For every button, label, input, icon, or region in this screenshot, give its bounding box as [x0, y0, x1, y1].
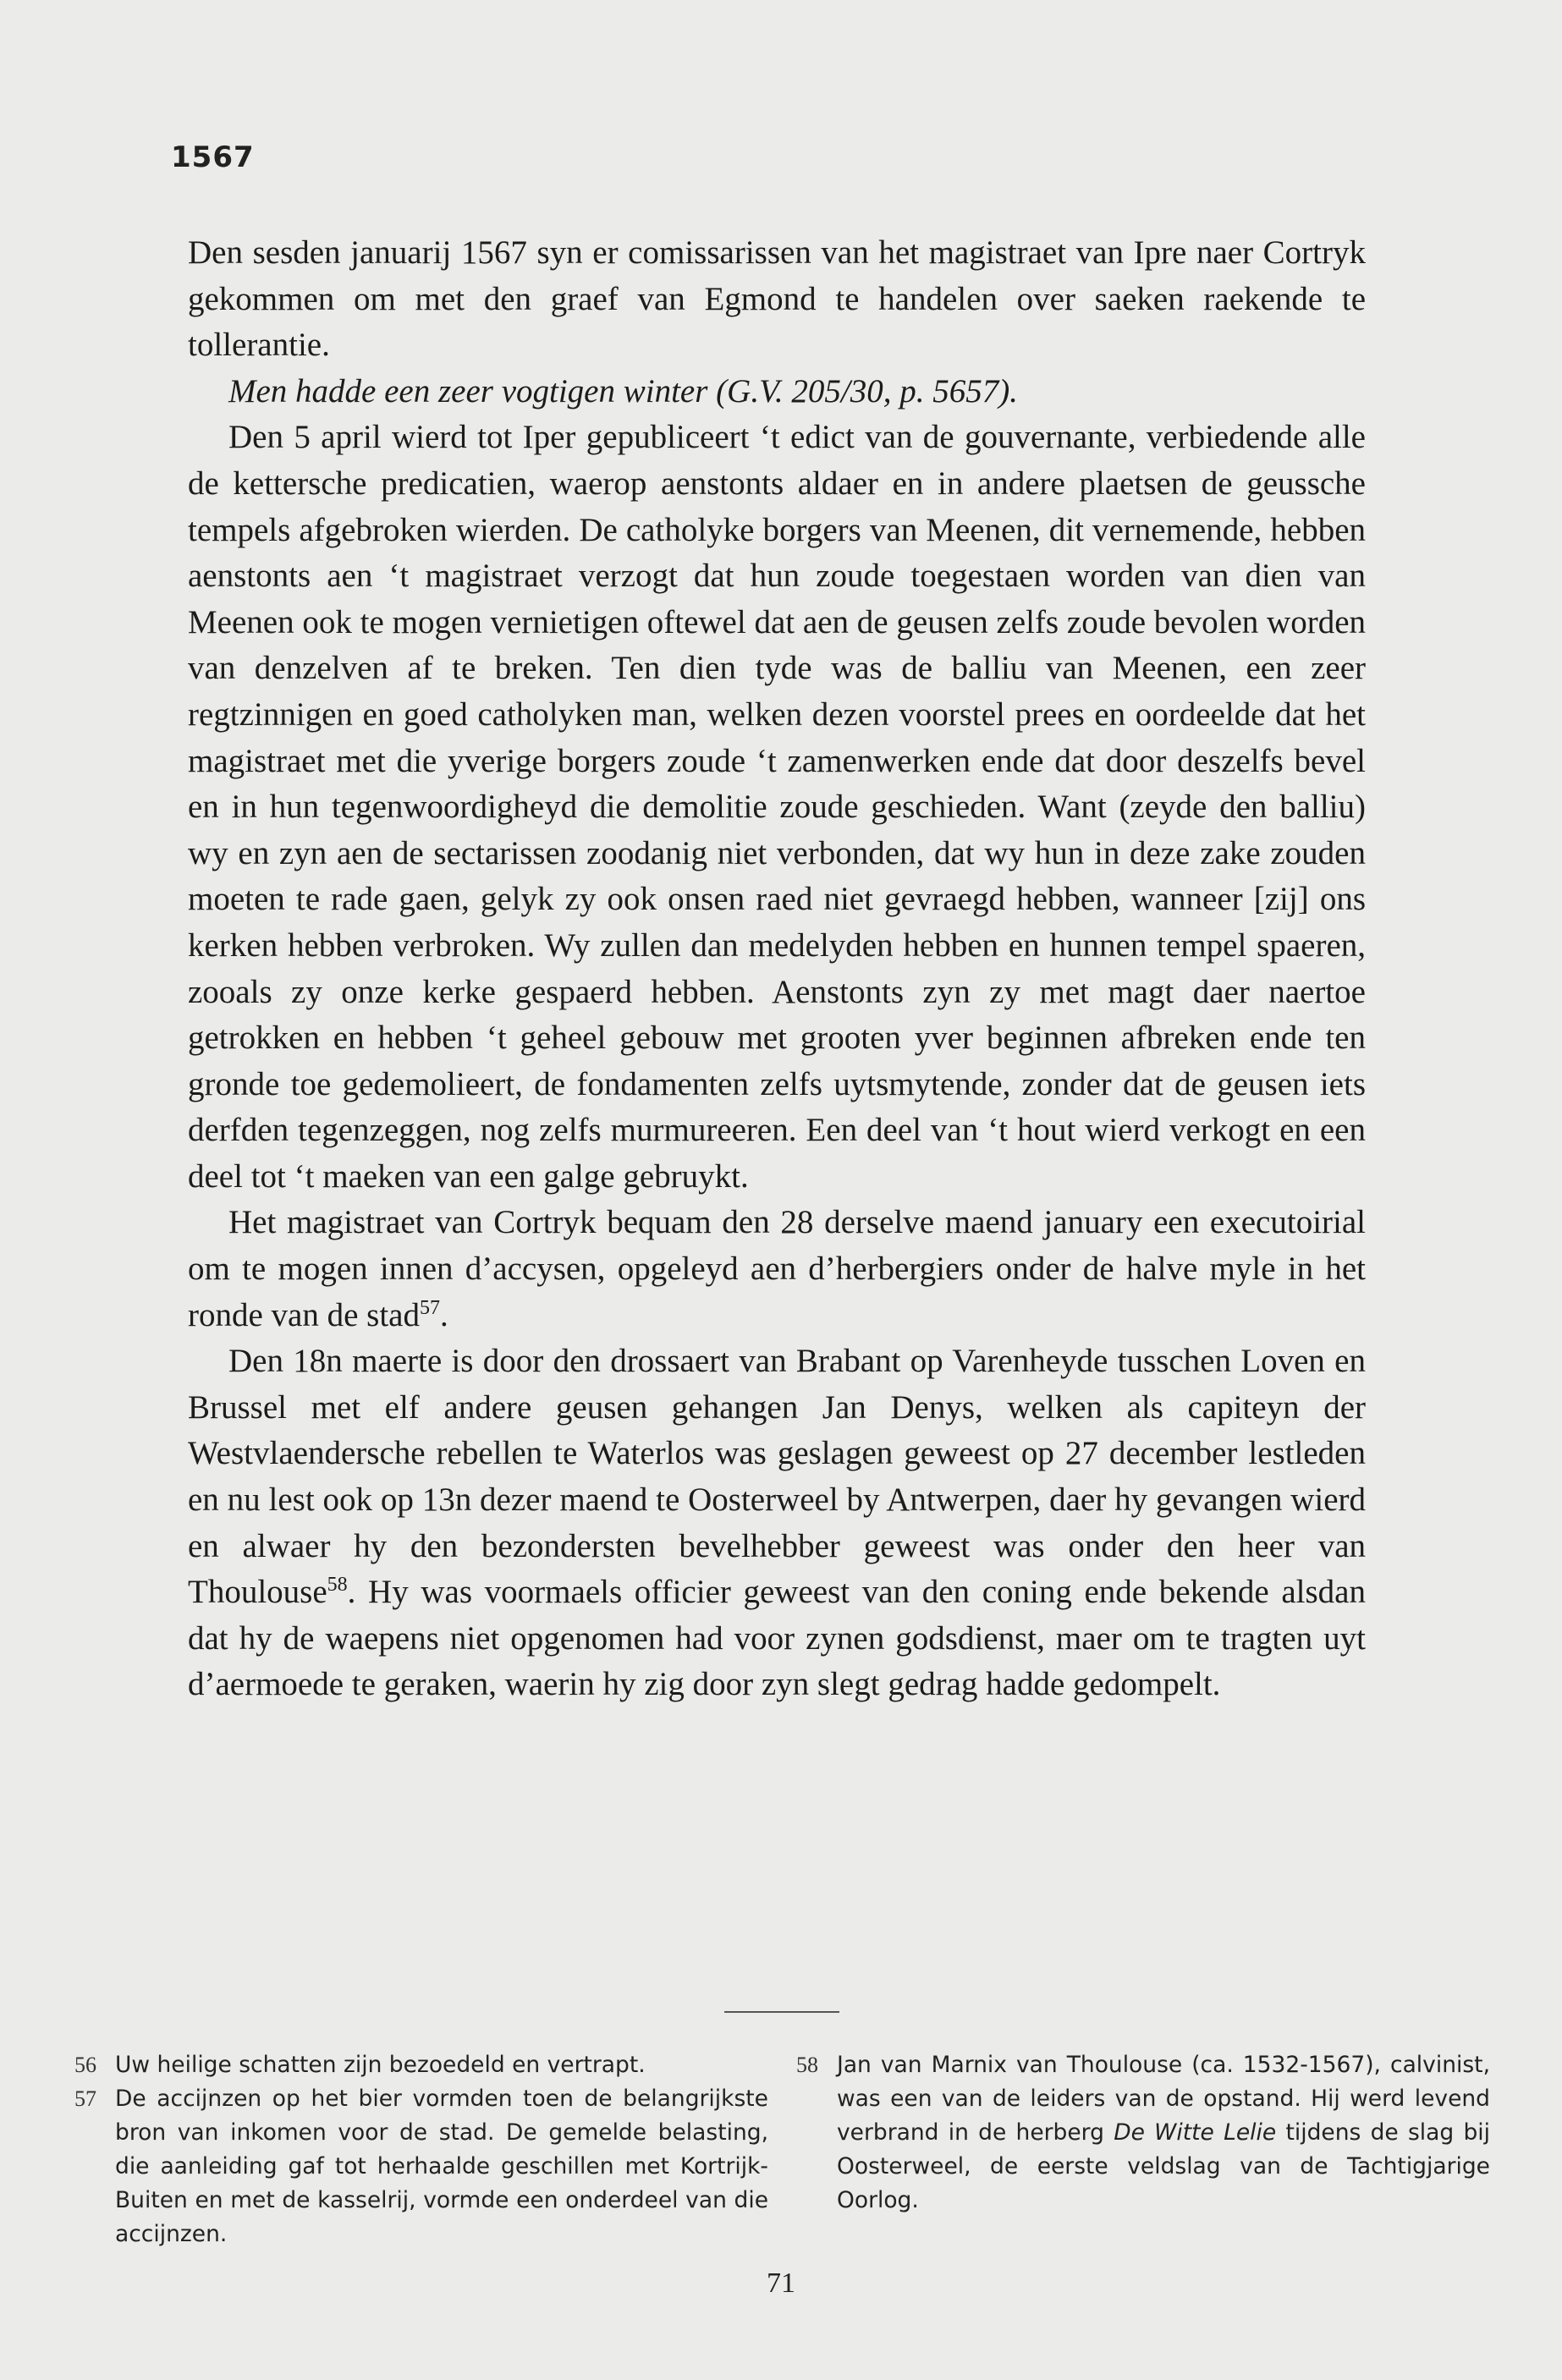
footnote-reference[interactable]: 57: [420, 1296, 440, 1319]
footnotes-right-column: [796, 2048, 1490, 2218]
paragraph: [188, 1338, 1366, 1708]
page-number: 71: [767, 2267, 795, 2299]
footnote-reference[interactable]: 58: [327, 1574, 348, 1597]
footnote: [796, 2048, 1490, 2218]
footnote-number: 56: [74, 2053, 96, 2077]
paragraph-text-end: .: [440, 1296, 448, 1333]
paragraph-italic-note: Men hadde een zeer vogtigen winter (G.V. 205/30, p. 5657).: [228, 372, 1018, 409]
paragraph: Den sesden januarij 1567 syn er comissarissen van het magistraet van Ipre naer Cortryk gekommen om met den graef van Egmond te handelen over saeken raekende te tollerantie.: [188, 234, 1366, 364]
footnote-separator: [724, 2011, 839, 2013]
paragraph-text: Het magistraet van Cortryk bequam den 28 derselve maend january een executoirial om te mogen innen d’accysen, opgeleyd aen d’herbergiers onder de halve myle in het ronde van de stad: [188, 1204, 1366, 1333]
footnote-text: Jan van Marnix van Thoulouse (ca. 1532-1567), calvinist, was een van de leiders van de opstand. Hij werd levend verbrand in de herberg: [837, 2052, 1490, 2146]
paragraph-text-end: . Hy was voormaels officier geweest van den coning ende bekende alsdan dat hy de waepens niet opgenomen had voor zynen godsdienst, maer om te tragten uyt d’aermoede te geraken, waerin hy zig door zyn slegt gedrag hadde gedompelt.: [188, 1574, 1366, 1703]
footnote-number: 57: [74, 2086, 96, 2111]
footnote-text: Uw heilige schatten zijn bezoedeld en vertrapt.: [115, 2052, 646, 2078]
footnote-number: 58: [796, 2053, 818, 2077]
footnote-text: tijdens de slag bij Oosterweel, de eerste veldslag van de Tachtigjarige Oorlog.: [837, 2119, 1490, 2213]
footnote-text-italic: De Witte Lelie: [1114, 2119, 1277, 2146]
paragraph: Den 5 april wierd tot Iper gepubliceert ‘t edict van de gouvernante, verbiedende alle de kettersche predicatien, waerop aenstonts aldaer en in andere plaetsen de geussche tempels afgebroken wierden. De catholyke borgers van Meenen, dit vernemende, hebben aenstonts aen ‘t magistraet verzogt dat hun zoude toegestaen worden van dien van Meenen ook te mogen vernietigen oftewel dat aen de geusen zelfs zoude bevolen worden van denzelven af te breken. Ten dien tyde was de balliu van Meenen, een zeer regtzinnigen en goed catholyken man, welken dezen voorstel prees en oordeelde dat het magistraet met die yverige borgers zoude ‘t zamenwerken ende dat door deszelfs bevel en in hun tegenwoordigheyd die demolitie zoude geschieden. Want (zeyde den balliu) wy en zyn aen de sectarissen zoodanig niet verbonden, dat wy hun in deze zake zouden moeten te rade gaen, gelyk zy ook onsen raed niet gevraegd hebben, wanneer [zij] ons kerken hebben verbroken. Wy zullen dan medelyden hebben en hunnen tempel spaeren, zooals zy onze kerke gespaerd hebben. Aenstonts zyn zy met magt daer naertoe getrokken en hebben ‘t geheel gebouw met grooten yver beginnen afbreken ende ten gronde toe gedemolieert, de fondamenten zelfs uytsmytende, zonder dat de geusen iets derfden tegenzeggen, nog zelfs murmureeren. Een deel van ‘t hout wierd verkogt en een deel tot ‘t maeken van een galge gebruykt.: [188, 419, 1366, 1195]
paragraph-text: Den 18n maerte is door den drossaert van Brabant op Varenheyde tusschen Loven en Brussel met elf andere geusen gehangen Jan Denys, welken als capiteyn der Westvlaendersche rebellen te Waterlos was geslagen geweest op 27 december lestleden en nu lest ook op 13n dezer maend te Oosterweel by Antwerpen, daer hy gevangen wierd en alwaer hy den bezondersten bevelhebber geweest was onder den heer van Thoulouse: [188, 1343, 1366, 1611]
paragraph: [188, 1200, 1366, 1338]
footnotes-left-column: [74, 2048, 768, 2251]
footnote: [74, 2082, 768, 2251]
footnote: [74, 2048, 768, 2082]
main-text: [188, 230, 1366, 1708]
footnote-text: De accijnzen op het bier vormden toen de belangrijkste bron van inkomen voor de stad. De gemelde belasting, die aanleiding gaf tot herhaalde geschillen met Kortrijk-Buiten en met de kasselrij, vormde een onderdeel van die accijnzen.: [115, 2086, 768, 2247]
year-heading: 1567: [171, 140, 255, 174]
